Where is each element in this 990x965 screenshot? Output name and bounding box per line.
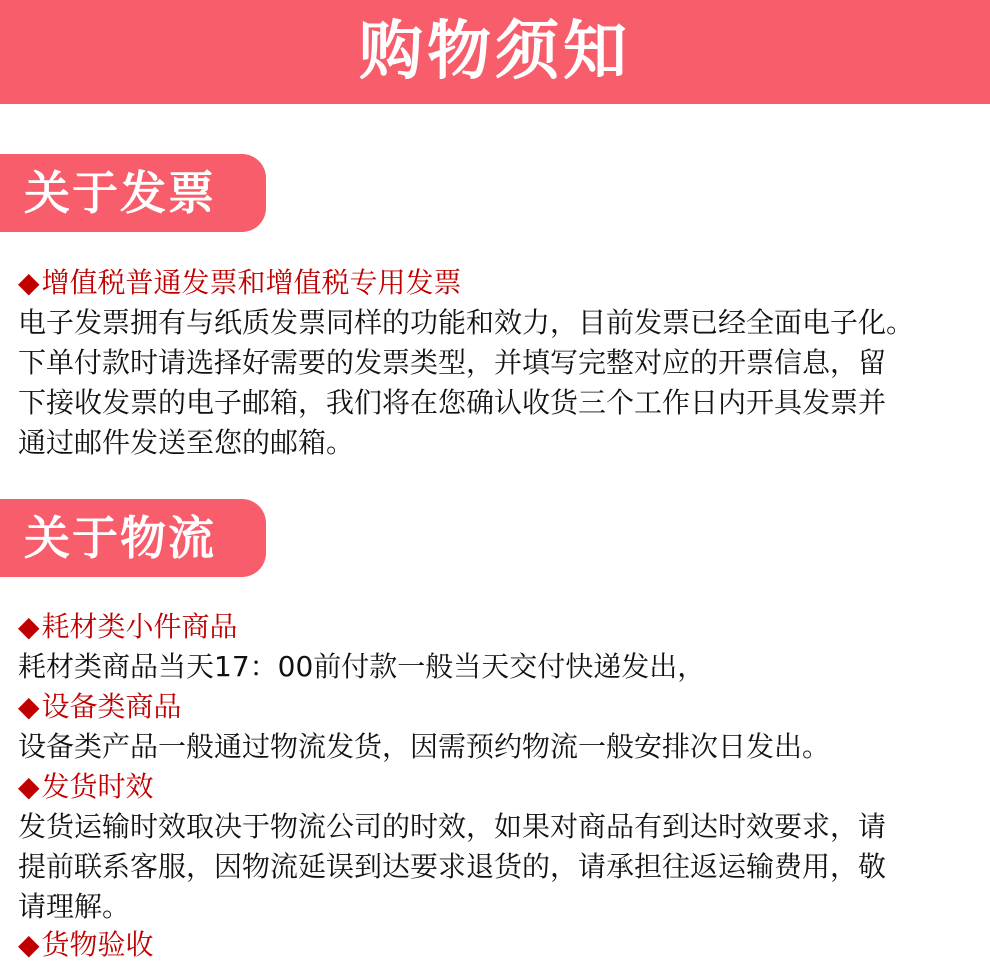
diamond-bullet-icon: ◆	[18, 266, 40, 299]
section-tab-invoice	[0, 154, 266, 232]
subhead-goods-inspection	[18, 925, 154, 965]
diamond-bullet-icon: ◆	[18, 928, 40, 961]
subhead-invoice-types	[18, 263, 462, 303]
paragraph-equipment: 设备类产品一般通过物流发货，因需预约物流一般安排次日发出。	[18, 730, 831, 763]
section-tab-logistics	[0, 499, 266, 577]
subhead-label: 耗材类小件商品	[41, 610, 238, 643]
diamond-bullet-icon: ◆	[18, 610, 40, 643]
page-title: 购物须知	[359, 15, 631, 89]
subhead-label: 设备类商品	[41, 690, 182, 723]
subhead-equipment	[18, 687, 182, 727]
subhead-label: 发货时效	[41, 770, 154, 803]
diamond-bullet-icon: ◆	[18, 770, 40, 803]
paragraph-consumables: 耗材类商品当天17：00前付款一般当天交付快递发出，	[18, 650, 706, 683]
paragraph-invoice: 电子发票拥有与纸质发票同样的功能和效力，目前发票已经全面电子化。 下单付款时请选择好需要的发票类型，并填写完整对应的开票信息，留 下接收发票的电子邮箱，我们将在您确认收货三个工作日内开具发票并 通过邮件发送至您的邮箱。	[18, 306, 915, 459]
subhead-shipping-time	[18, 767, 154, 807]
section-title-invoice: 关于发票	[24, 166, 216, 220]
section-title-logistics: 关于物流	[24, 511, 216, 565]
subhead-label: 货物验收	[41, 928, 154, 961]
subhead-consumables	[18, 607, 238, 647]
subhead-label: 增值税普通发票和增值税专用发票	[41, 266, 462, 299]
paragraph-shipping-time: 发货运输时效取决于物流公司的时效，如果对商品有到达时效要求，请 提前联系客服，因物流延误到达要求退货的，请承担往返运输费用，敬 请理解。	[18, 810, 887, 923]
diamond-bullet-icon: ◆	[18, 690, 40, 723]
